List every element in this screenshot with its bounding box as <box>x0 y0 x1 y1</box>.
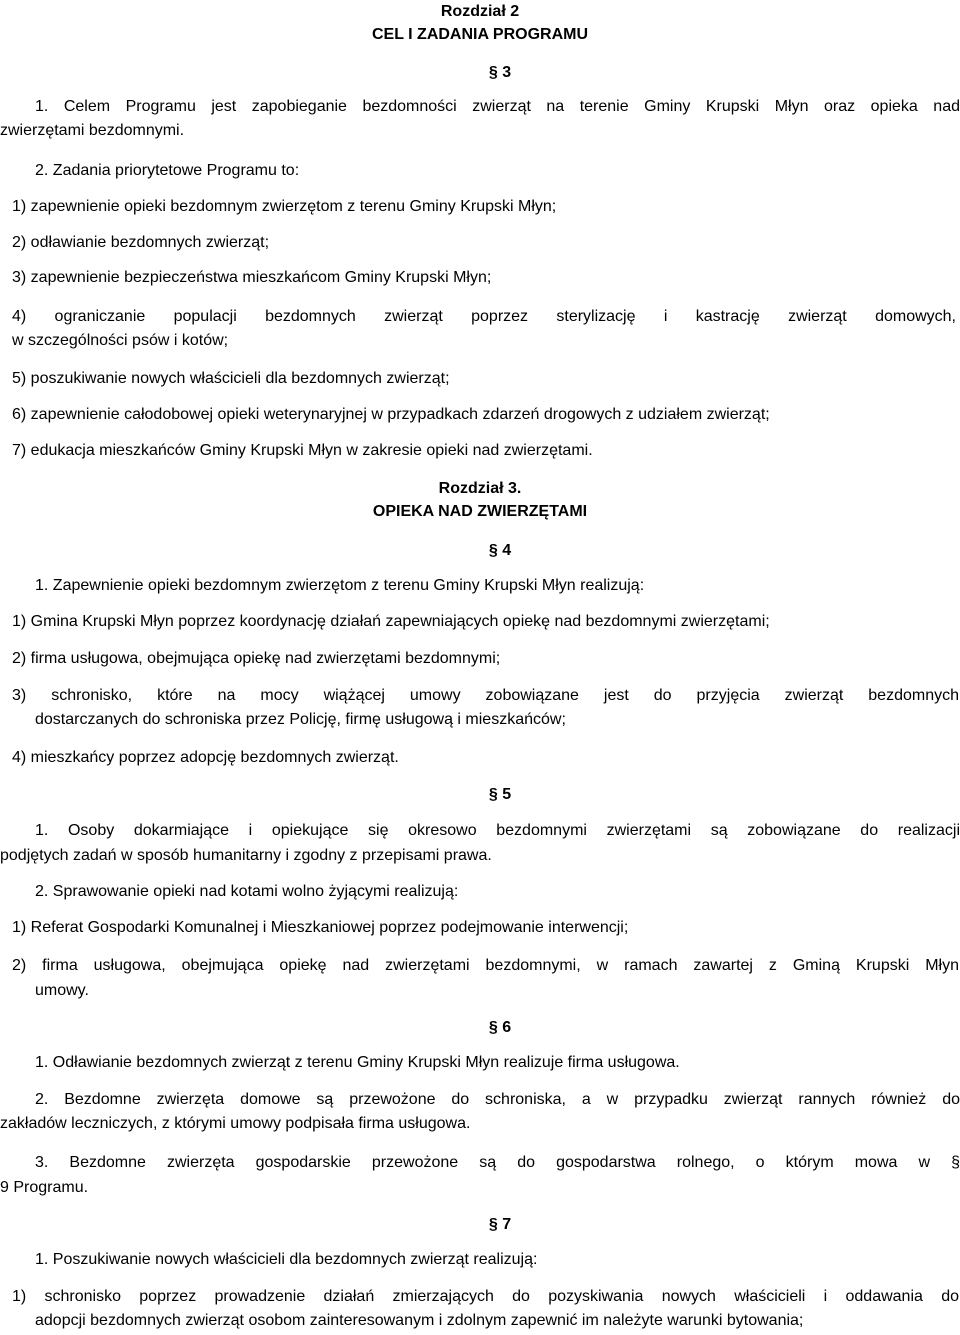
chapter-3-heading: Rozdział 3. <box>438 480 522 497</box>
section-3-heading: § 3 <box>488 64 512 81</box>
s5-paragraph-1-line-1: 1. Osoby dokarmiające i opiekujące się okresowo bezdomnymi zwierzętami są zobowiązane do realizacji <box>35 822 960 839</box>
s6-paragraph-2-line-1: 2. Bezdomne zwierzęta domowe są przewożone do schroniska, a w przypadku zwierząt rannych również do <box>35 1091 960 1108</box>
s5-item-2-line-1: 2) firma usługowa, obejmująca opiekę nad zwierzętami bezdomnymi, w ramach zawartej z Gminą Krupski Młyn <box>12 957 959 974</box>
s4-item-3-line-1: 3) schronisko, które na mocy wiążącej umowy zobowiązane jest do przyjęcia zwierząt bezdomnych <box>12 687 959 704</box>
s4-item-2: 2) firma usługowa, obejmująca opiekę nad zwierzętami bezdomnymi; <box>12 650 501 667</box>
s5-paragraph-2: 2. Sprawowanie opieki nad kotami wolno żyjącymi realizują: <box>35 883 459 900</box>
section-4-heading: § 4 <box>488 542 512 559</box>
s3-item-2: 2) odławianie bezdomnych zwierząt; <box>12 234 270 251</box>
s3-paragraph-2: 2. Zadania priorytetowe Programu to: <box>35 162 300 179</box>
chapter-2-title: CEL I ZADANIA PROGRAMU <box>372 26 588 43</box>
s3-paragraph-1-line-2: zwierzętami bezdomnymi. <box>0 122 185 139</box>
s7-item-1-line-1: 1) schronisko poprzez prowadzenie działań zmierzających do pozyskiwania nowych właścicieli i oddawania do <box>12 1288 959 1305</box>
chapter-3-title: OPIEKA NAD ZWIERZĘTAMI <box>372 503 588 520</box>
chapter-2-heading: Rozdział 2 <box>440 3 520 20</box>
s4-paragraph-1: 1. Zapewnienie opieki bezdomnym zwierzętom z terenu Gminy Krupski Młyn realizują: <box>35 577 645 594</box>
section-5-heading: § 5 <box>488 786 512 803</box>
s5-item-2-line-2: umowy. <box>35 982 89 999</box>
s3-item-4-line-2: w szczególności psów i kotów; <box>12 332 229 349</box>
section-6-heading: § 6 <box>488 1019 512 1036</box>
s6-paragraph-2-line-2: zakładów leczniczych, z którymi umowy podpisała firma usługowa. <box>0 1115 471 1132</box>
s4-item-3-line-2: dostarczanych do schroniska przez Policję, firmę usługową i mieszkańców; <box>35 711 566 728</box>
s3-paragraph-1-line-1: 1. Celem Programu jest zapobieganie bezdomności zwierząt na terenie Gminy Krupski Młyn oraz opieka nad <box>35 98 960 115</box>
s3-item-6: 6) zapewnienie całodobowej opieki weterynaryjnej w przypadkach zdarzeń drogowych z udziałem zwierząt; <box>12 406 770 423</box>
s3-item-4-line-1: 4) ograniczanie populacji bezdomnych zwierząt poprzez sterylizację i kastrację zwierząt domowych, <box>12 308 956 325</box>
s4-item-4: 4) mieszkańcy poprzez adopcję bezdomnych zwierząt. <box>12 749 399 766</box>
s6-paragraph-3-line-1: 3. Bezdomne zwierzęta gospodarskie przewożone są do gospodarstwa rolnego, o którym mowa w § <box>35 1154 960 1171</box>
s7-item-1-line-2: adopcji bezdomnych zwierząt osobom zainteresowanym i zdolnym zapewnić im należyte warunki bytowania; <box>35 1312 804 1329</box>
section-7-heading: § 7 <box>488 1216 512 1233</box>
s7-paragraph-1: 1. Poszukiwanie nowych właścicieli dla bezdomnych zwierząt realizują: <box>35 1251 538 1268</box>
s3-item-1: 1) zapewnienie opieki bezdomnym zwierzętom z terenu Gminy Krupski Młyn; <box>12 198 557 215</box>
s3-item-3: 3) zapewnienie bezpieczeństwa mieszkańcom Gminy Krupski Młyn; <box>12 269 492 286</box>
s4-item-1: 1) Gmina Krupski Młyn poprzez koordynację działań zapewniających opiekę nad bezdomnymi zwierzętami; <box>12 613 770 630</box>
s5-item-1: 1) Referat Gospodarki Komunalnej i Mieszkaniowej poprzez podejmowanie interwencji; <box>12 919 629 936</box>
s5-paragraph-1-line-2: podjętych zadań w sposób humanitarny i zgodny z przepisami prawa. <box>0 847 492 864</box>
s3-item-7: 7) edukacja mieszkańców Gminy Krupski Młyn w zakresie opieki nad zwierzętami. <box>12 442 593 459</box>
s6-paragraph-1: 1. Odławianie bezdomnych zwierząt z terenu Gminy Krupski Młyn realizuje firma usługowa. <box>35 1054 680 1071</box>
s6-paragraph-3-line-2: 9 Programu. <box>0 1179 89 1196</box>
s3-item-5: 5) poszukiwanie nowych właścicieli dla bezdomnych zwierząt; <box>12 370 450 387</box>
